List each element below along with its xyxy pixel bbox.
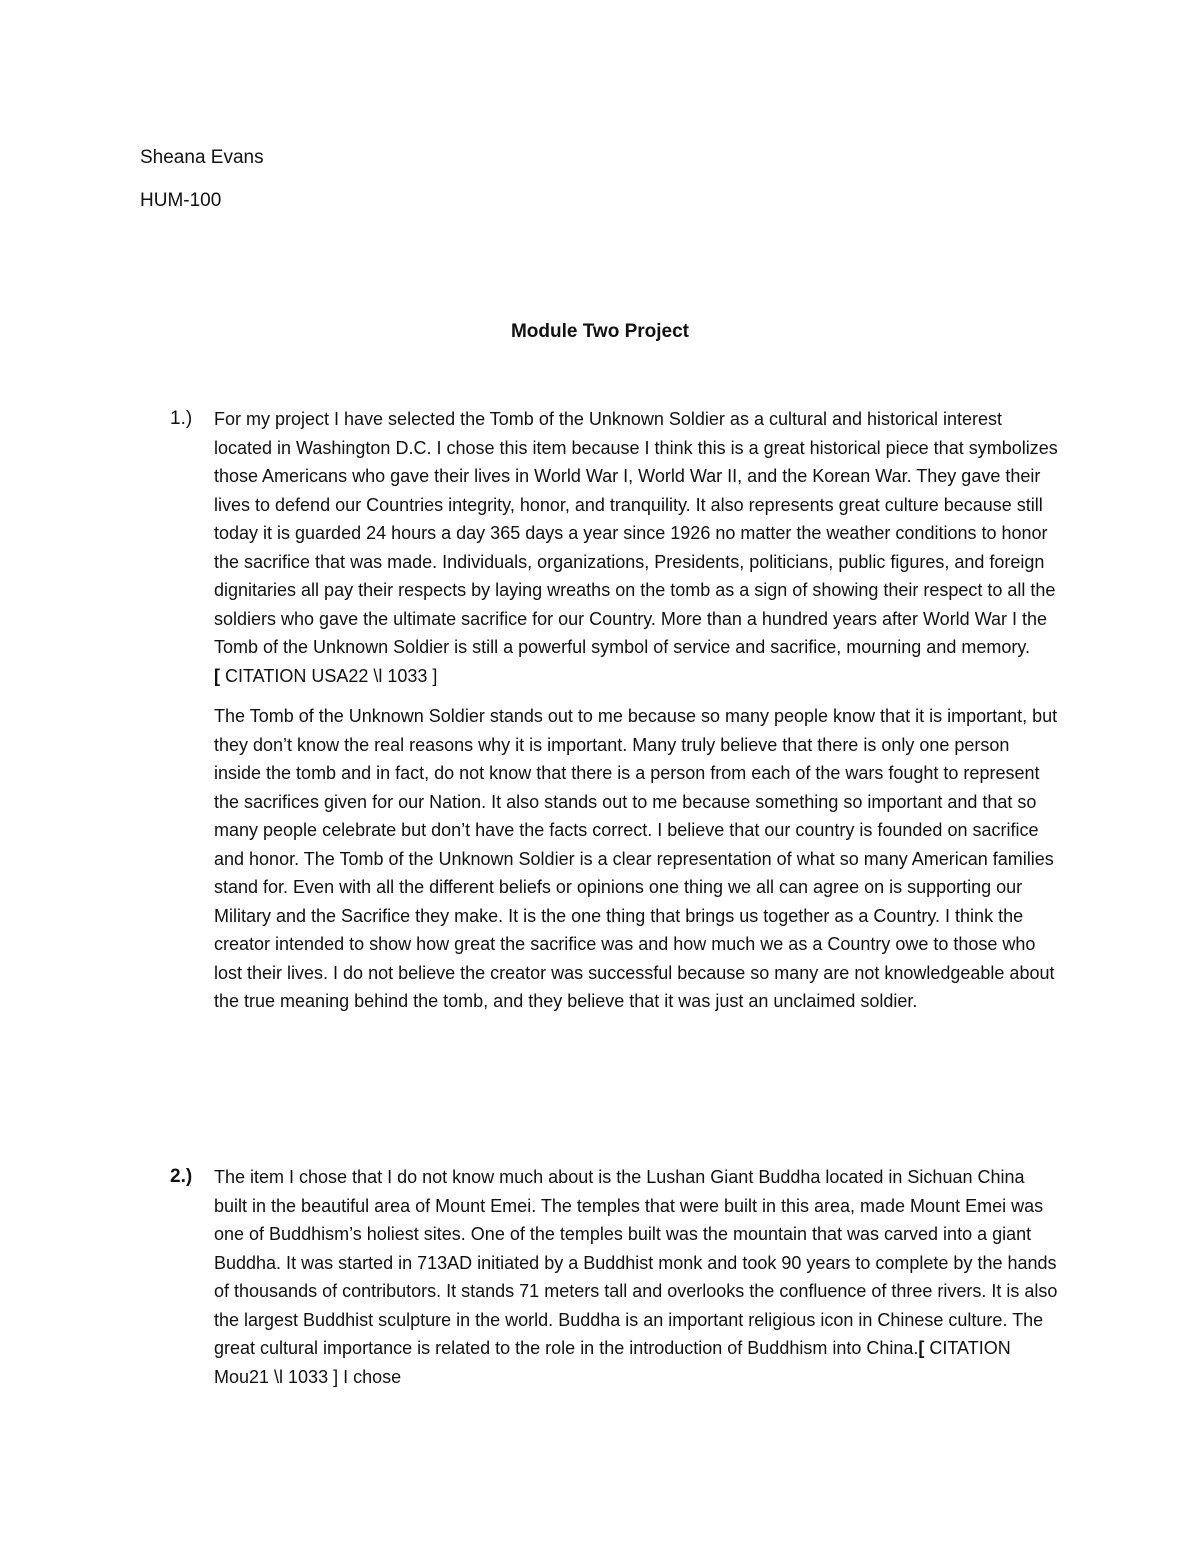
list-item-body [214,405,1060,1016]
paragraph-text: For my project I have selected the Tomb of the Unknown Soldier as a cultural and historical interest located in Washington D.C. I chose this item because I think this is a great historical piece that symbolizes those Americans who gave their lives in World War I, World War II, and the Korean War. They gave their lives to defend our Countries integrity, honor, and tranquility. It also represents great culture because still today it is guarded 24 hours a day 365 days a year since 1926 no matter the weather conditions to honor the sacrifice that was made. Individuals, organizations, Presidents, politicians, public figures, and foreign dignitaries all pay their respects by laying wreaths on the tomb as a sign of showing their respect to all the soldiers who gave the ultimate sacrifice for our Country. More than a hundred years after World War I the Tomb of the Unknown Soldier is still a powerful symbol of service and sacrifice, mourning and memory. [214,409,1058,657]
document-title: Module Two Project [510,321,690,342]
list-item-number: 1.) [170,408,193,429]
citation-field: CITATION USA22 \l 1033 ] [220,665,438,686]
paragraph [214,1163,1060,1391]
paragraph: The Tomb of the Unknown Soldier stands out to me because so many people know that it is important, but they don’t know the real reasons why it is important. Many truly believe that there is only one person inside the tomb and in fact, do not know that there is a person from each of the wars fought to represent the sacrifices given for our Nation. It also stands out to me because something so important and that so many people celebrate but don’t have the facts correct. I believe that our country is founded on sacrifice and honor. The Tomb of the Unknown Soldier is a clear representation of what so many American families stand for. Even with all the different beliefs or opinions one thing we all can agree on is supporting our Military and the Sacrifice they make. It is the one thing that brings us together as a Country. I think the creator intended to show how great the sacrifice was and how much we as a Country owe to those who lost their lives. I do not believe the creator was successful because so many are not knowledgeable about the true meaning behind the tomb, and they believe that it was just an unclaimed soldier. [214,706,1058,1011]
list-item-1 [170,405,1060,1016]
course-code: HUM-100 [140,190,222,211]
citation-bracket: [ [214,665,220,686]
paragraph-text: The item I chose that I do not know much about is the Lushan Giant Buddha located in Sichuan China built in the beautiful area of Mount Emei. The temples that were built in this area, made Mount Emei was one of Buddhism’s holiest sites. One of the temples built was the mountain that was carved into a giant Buddha. It was started in 713AD initiated by a Buddhist monk and took 90 years to complete by the hands of thousands of contributors. It stands 71 meters tall and overlooks the confluence of three rivers. It is also the largest Buddhist sculpture in the world. Buddha is an important religious icon in Chinese culture. The great cultural importance is related to the role in the introduction of Buddhism into China. [214,1167,1058,1358]
citation-bracket: [ [918,1338,925,1358]
list-item-2 [170,1163,1060,1391]
author-name: Sheana Evans [140,147,264,168]
paragraph-text: I chose [338,1366,402,1387]
list-item-number: 2.) [170,1166,193,1187]
list-item-body [214,1163,1060,1391]
paragraph [214,405,1060,690]
citation-field: CITATION Mou21 \l 1033 ] [214,1338,1011,1387]
